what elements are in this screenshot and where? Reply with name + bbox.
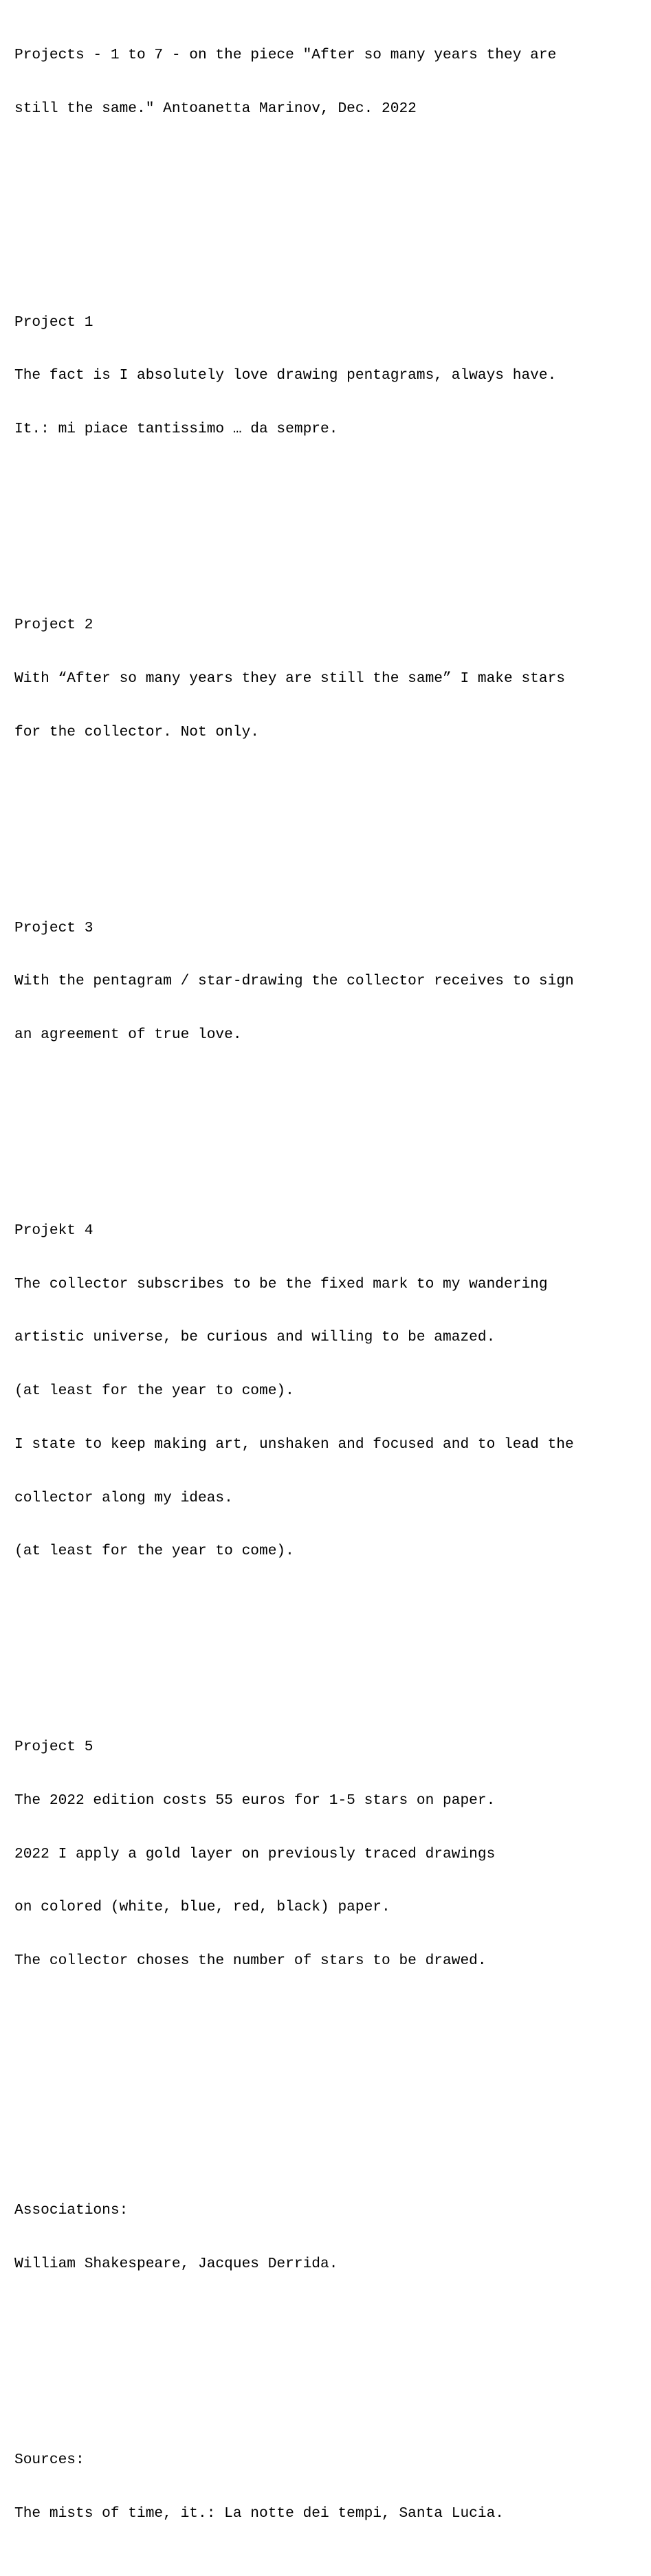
spacer — [14, 2344, 647, 2362]
project-4-section — [14, 1187, 647, 1596]
project-2-section — [14, 581, 647, 777]
project-1-heading: Project 1 — [14, 313, 93, 331]
project-5-line-2: 2022 I apply a gold layer on previously traced drawings — [14, 1845, 496, 1862]
spacer — [14, 510, 647, 528]
sources-label: Sources: — [14, 2451, 85, 2468]
associations-text: William Shakespeare, Jacques Derrida. — [14, 2255, 338, 2272]
associations-section — [14, 2166, 647, 2309]
associations-label: Associations: — [14, 2202, 129, 2219]
spacer — [14, 1115, 647, 1133]
spacer — [14, 1632, 647, 1650]
project-5-heading: Project 5 — [14, 1739, 93, 1756]
document-title-line-2: still the same." Antoanetta Marinov, Dec. 2022 — [14, 100, 417, 117]
project-2-heading: Project 2 — [14, 617, 93, 634]
project-2-line-1: With “After so many years they are still the same” I make stars — [14, 670, 566, 687]
project-1-line-1: The fact is I absolutely love drawing pentagrams, always have. — [14, 367, 557, 384]
spacer — [14, 171, 647, 225]
project-3-line-2: an agreement of true love. — [14, 1026, 242, 1043]
project-4-line-3: (at least for the year to come). — [14, 1383, 294, 1400]
project-4-line-6: (at least for the year to come). — [14, 1543, 294, 1560]
project-5-line-1: The 2022 edition costs 55 euros for 1-5 stars on paper. — [14, 1792, 496, 1809]
project-1-section — [14, 278, 647, 474]
project-4-heading: Projekt 4 — [14, 1222, 93, 1240]
document-title-line-1: Projects - 1 to 7 - on the piece "After so many years they are — [14, 46, 557, 63]
project-5-section — [14, 1703, 647, 2005]
document-body — [14, 11, 647, 2576]
project-4-line-4: I state to keep making art, unshaken and focused and to lead the — [14, 1435, 574, 1453]
sources-text: The mists of time, it.: La notte dei tempi, Santa Lucia. — [14, 2505, 505, 2522]
spacer — [14, 2060, 647, 2113]
project-3-heading: Project 3 — [14, 919, 93, 936]
project-4-line-2: artistic universe, be curious and willing to be amazed. — [14, 1329, 496, 1346]
project-4-line-5: collector along my ideas. — [14, 1489, 233, 1506]
project-5-line-3: on colored (white, blue, red, black) paper. — [14, 1899, 390, 1916]
sources-section — [14, 2416, 647, 2558]
project-3-section — [14, 884, 647, 1080]
project-3-line-1: With the pentagram / star-drawing the collector receives to sign — [14, 973, 574, 990]
project-4-line-1: The collector subscribes to be the fixed mark to my wandering — [14, 1275, 548, 1292]
spacer — [14, 813, 647, 830]
project-5-line-4: The collector choses the number of stars to be drawed. — [14, 1952, 487, 1970]
project-1-line-2: It.: mi piace tantissimo … da sempre. — [14, 421, 338, 438]
project-2-line-2: for the collector. Not only. — [14, 723, 260, 740]
